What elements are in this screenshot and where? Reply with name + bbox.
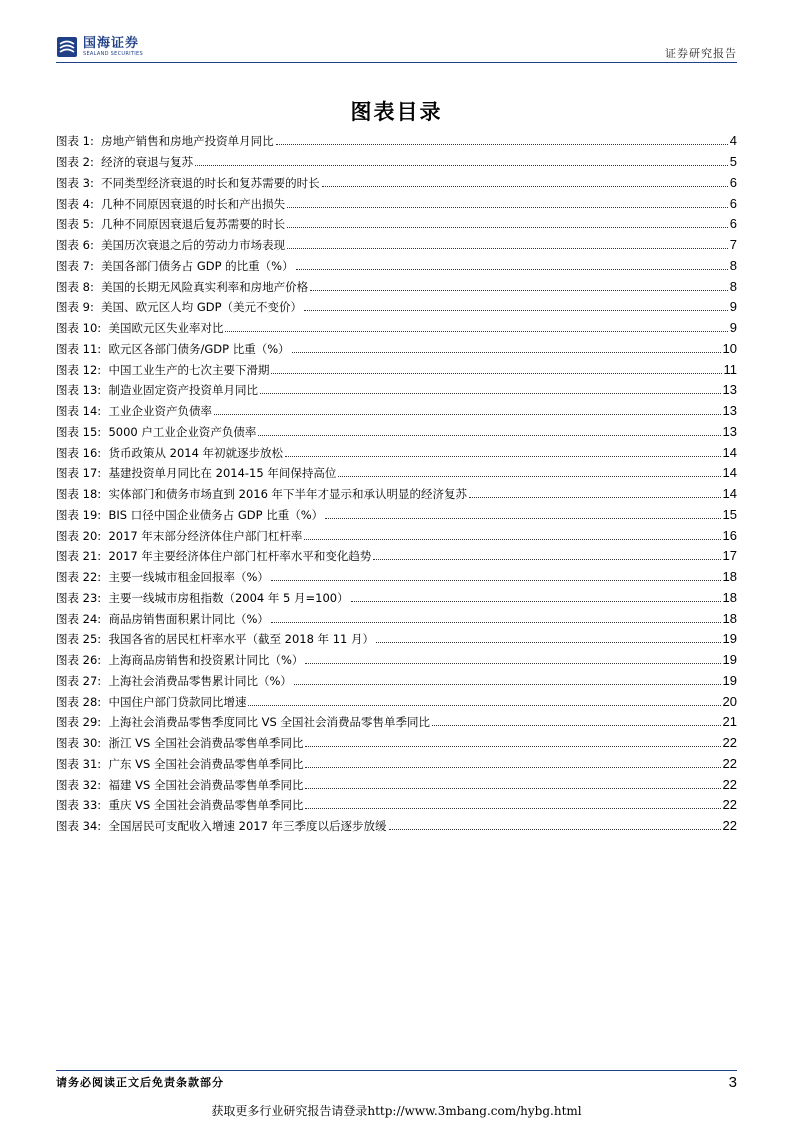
- toc-entry[interactable]: [56, 297, 737, 318]
- toc-dot-leader: [310, 290, 728, 291]
- toc-dot-leader: [287, 248, 728, 249]
- toc-entry-label: 图表 18:: [56, 487, 102, 502]
- toc-entry-label: 图表 29:: [56, 715, 102, 730]
- toc-dot-leader: [260, 393, 721, 394]
- toc-dot-leader: [285, 456, 720, 457]
- toc-entry-page: 13: [722, 423, 737, 439]
- footer-divider: [56, 1070, 737, 1071]
- report-type-label: 证券研究报告: [665, 47, 737, 60]
- toc-entry[interactable]: [56, 442, 737, 463]
- toc-dot-leader: [376, 642, 721, 643]
- toc-entry[interactable]: [56, 546, 737, 567]
- toc-entry-title: 重庆 VS 全国社会消费品零售单季同比: [108, 798, 304, 813]
- toc-dot-leader: [287, 207, 728, 208]
- toc-dot-leader: [296, 269, 728, 270]
- company-logo: [56, 33, 143, 61]
- toc-entry-page: 22: [722, 818, 737, 834]
- toc-entry-title: 广东 VS 全国社会消费品零售单季同比: [108, 756, 304, 771]
- toc-entry-label: 图表 11:: [56, 341, 102, 356]
- toc-entry-label: 图表 14:: [56, 404, 102, 419]
- toc-dot-leader: [248, 705, 720, 706]
- toc-entry[interactable]: [56, 754, 737, 775]
- toc-entry[interactable]: [56, 339, 737, 360]
- toc-entry[interactable]: [56, 318, 737, 339]
- toc-entry-label: 图表 20:: [56, 528, 102, 543]
- toc-entry-label: 图表 34:: [56, 819, 102, 834]
- toc-entry-page: 15: [722, 506, 737, 522]
- toc-entry-label: 图表 15:: [56, 424, 102, 439]
- toc-entry-label: 图表 26:: [56, 653, 102, 668]
- toc-entry-page: 22: [722, 755, 737, 771]
- toc-dot-leader: [287, 227, 728, 228]
- toc-entry-title: 基建投资单月同比在 2014-15 年间保持高位: [108, 466, 337, 481]
- toc-entry[interactable]: [56, 152, 737, 173]
- toc-entry[interactable]: [56, 795, 737, 816]
- toc-entry-label: 图表 28:: [56, 694, 102, 709]
- toc-entry-page: 22: [722, 797, 737, 813]
- toc-entry-page: 6: [729, 216, 737, 232]
- page-title: 图表目录: [350, 99, 443, 124]
- toc-entry-page: 18: [722, 589, 737, 605]
- toc-dot-leader: [305, 746, 720, 747]
- toc-entry-label: 图表 21:: [56, 549, 102, 564]
- toc-dot-leader: [389, 829, 721, 830]
- toc-entry[interactable]: [56, 484, 737, 505]
- logo-english-name: SEALAND SECURITIES: [83, 50, 143, 57]
- toc-entry-label: 图表 33:: [56, 798, 102, 813]
- toc-entry-title: 房地产销售和房地产投资单月同比: [101, 134, 274, 149]
- toc-entry-page: 8: [729, 257, 737, 273]
- toc-entry[interactable]: [56, 359, 737, 380]
- toc-entry-page: 8: [729, 278, 737, 294]
- toc-dot-leader: [271, 373, 721, 374]
- toc-entry-label: 图表 25:: [56, 632, 102, 647]
- toc-entry-title: 5000 户工业企业资产负债率: [108, 424, 257, 439]
- toc-entry[interactable]: [56, 401, 737, 422]
- toc-entry-label: 图表 32:: [56, 777, 102, 792]
- toc-entry-title: 主要一线城市租金回报率（%）: [108, 570, 269, 585]
- toc-entry[interactable]: [56, 816, 737, 837]
- toc-entry-title: 欧元区各部门债务/GDP 比重（%）: [108, 341, 290, 356]
- toc-entry-label: 图表 12:: [56, 362, 102, 377]
- toc-dot-leader: [305, 767, 720, 768]
- toc-entry-label: 图表 5:: [56, 217, 94, 232]
- toc-entry-label: 图表 6:: [56, 238, 94, 253]
- toc-entry-page: 5: [729, 154, 737, 170]
- toc-dot-leader: [214, 414, 721, 415]
- toc-entry[interactable]: [56, 650, 737, 671]
- toc-entry-page: 16: [722, 527, 737, 543]
- logo-chinese-name: 国海证券: [83, 35, 140, 51]
- toc-entry-label: 图表 19:: [56, 507, 102, 522]
- toc-entry[interactable]: [56, 588, 737, 609]
- toc-entry-title: 2017 年末部分经济体住户部门杠杆率: [108, 528, 303, 543]
- toc-entry[interactable]: [56, 567, 737, 588]
- toc-entry-page: 10: [722, 340, 737, 356]
- toc-entry-title: 经济的衰退与复苏: [101, 155, 194, 170]
- toc-entry-label: 图表 4:: [56, 196, 94, 211]
- toc-entry-page: 22: [722, 776, 737, 792]
- toc-entry-page: 22: [722, 735, 737, 751]
- toc-entry-label: 图表 17:: [56, 466, 102, 481]
- toc-entry[interactable]: [56, 422, 737, 443]
- toc-entry[interactable]: [56, 712, 737, 733]
- toc-dot-leader: [305, 788, 720, 789]
- toc-entry[interactable]: [56, 173, 737, 194]
- toc-entry-title: 实体部门和债务市场直到 2016 年下半年才显示和承认明显的经济复苏: [108, 487, 468, 502]
- toc-entry-page: 17: [722, 548, 737, 564]
- toc-entry[interactable]: [56, 276, 737, 297]
- toc-entry-label: 图表 27:: [56, 673, 102, 688]
- toc-dot-leader: [271, 622, 721, 623]
- toc-entry-page: 19: [722, 672, 737, 688]
- page-header: [56, 33, 737, 63]
- toc-dot-leader: [258, 435, 720, 436]
- toc-entry[interactable]: [56, 235, 737, 256]
- toc-entry-title: 不同类型经济衰退的时长和复苏需要的时长: [101, 175, 320, 190]
- toc-entry-title: 全国居民可支配收入增速 2017 年三季度以后逐步放缓: [108, 819, 387, 834]
- toc-entry[interactable]: [56, 608, 737, 629]
- toc-entry[interactable]: [56, 463, 737, 484]
- figure-table-of-contents: [56, 131, 737, 837]
- toc-entry-page: 14: [722, 465, 737, 481]
- toc-entry-page: 18: [722, 569, 737, 585]
- toc-dot-leader: [305, 808, 720, 809]
- toc-dot-leader: [373, 559, 720, 560]
- toc-entry-title: 福建 VS 全国社会消费品零售单季同比: [108, 777, 304, 792]
- toc-entry-page: 18: [722, 610, 737, 626]
- toc-dot-leader: [432, 725, 721, 726]
- toc-entry-title: 几种不同原因衰退的时长和产出损失: [101, 196, 286, 211]
- toc-entry-page: 9: [729, 299, 737, 315]
- sealand-logo-icon: [56, 36, 78, 58]
- toc-entry-title: 几种不同原因衰退后复苏需要的时长: [101, 217, 286, 232]
- toc-dot-leader: [304, 539, 720, 540]
- toc-entry-label: 图表 30:: [56, 736, 102, 751]
- toc-dot-leader: [195, 165, 728, 166]
- toc-entry-page: 14: [722, 444, 737, 460]
- toc-entry-title: 美国、欧元区人均 GDP（美元不变价）: [101, 300, 303, 315]
- toc-dot-leader: [325, 518, 720, 519]
- download-note: 获取更多行业研究报告请登录http://www.3mbang.com/hybg.html: [211, 1104, 582, 1118]
- toc-entry-title: 2017 年主要经济体住户部门杠杆率水平和变化趋势: [108, 549, 372, 564]
- toc-entry-title: 工业企业资产负债率: [108, 404, 212, 419]
- toc-entry-title: 制造业固定资产投资单月同比: [108, 383, 258, 398]
- toc-entry-page: 6: [729, 195, 737, 211]
- toc-entry-label: 图表 22:: [56, 570, 102, 585]
- toc-entry-label: 图表 24:: [56, 611, 102, 626]
- toc-entry-title: 我国各省的居民杠杆率水平（截至 2018 年 11 月）: [108, 632, 375, 647]
- toc-entry-page: 13: [722, 382, 737, 398]
- toc-dot-leader: [351, 601, 721, 602]
- toc-entry-label: 图表 9:: [56, 300, 94, 315]
- toc-entry-page: 20: [722, 693, 737, 709]
- toc-entry-label: 图表 7:: [56, 258, 94, 273]
- toc-entry[interactable]: [56, 691, 737, 712]
- toc-entry[interactable]: [56, 525, 737, 546]
- toc-dot-leader: [304, 310, 728, 311]
- toc-dot-leader: [294, 684, 721, 685]
- toc-entry-title: 美国欧元区失业率对比: [108, 321, 224, 336]
- toc-entry-page: 4: [729, 133, 737, 149]
- toc-entry-label: 图表 10:: [56, 321, 102, 336]
- toc-entry-title: 美国历次衰退之后的劳动力市场表现: [101, 238, 286, 253]
- toc-entry-title: 主要一线城市房租指数（2004 年 5 月=100）: [108, 590, 349, 605]
- toc-entry[interactable]: [56, 629, 737, 650]
- toc-entry-page: 11: [723, 361, 737, 377]
- toc-dot-leader: [276, 144, 728, 145]
- toc-entry-title: 中国工业生产的七次主要下滑期: [108, 362, 270, 377]
- toc-entry-page: 6: [729, 174, 737, 190]
- toc-entry-title: 美国各部门债务占 GDP 的比重（%）: [101, 258, 294, 273]
- toc-dot-leader: [338, 476, 720, 477]
- toc-entry-title: 货币政策从 2014 年初就逐步放松: [108, 445, 284, 460]
- toc-entry-page: 14: [722, 486, 737, 502]
- toc-entry-title: 浙江 VS 全国社会消费品零售单季同比: [108, 736, 304, 751]
- toc-dot-leader: [271, 580, 721, 581]
- toc-dot-leader: [469, 497, 720, 498]
- toc-entry-label: 图表 1:: [56, 134, 94, 149]
- toc-entry-title: 商品房销售面积累计同比（%）: [108, 611, 269, 626]
- toc-dot-leader: [305, 663, 720, 664]
- toc-entry-page: 19: [722, 652, 737, 668]
- toc-entry-page: 9: [729, 320, 737, 336]
- toc-entry-title: 美国的长期无风险真实利率和房地产价格: [101, 279, 309, 294]
- toc-entry[interactable]: [56, 193, 737, 214]
- toc-entry[interactable]: [56, 671, 737, 692]
- toc-entry[interactable]: [56, 131, 737, 152]
- toc-entry-title: 中国住户部门贷款同比增速: [108, 694, 247, 709]
- toc-entry-label: 图表 23:: [56, 590, 102, 605]
- toc-entry-label: 图表 8:: [56, 279, 94, 294]
- toc-entry-title: 上海社会消费品零售季度同比 VS 全国社会消费品零售单季同比: [108, 715, 430, 730]
- toc-entry-title: 上海商品房销售和投资累计同比（%）: [108, 653, 304, 668]
- toc-dot-leader: [322, 186, 728, 187]
- header-divider: [56, 62, 737, 63]
- toc-entry[interactable]: [56, 380, 737, 401]
- toc-entry-label: 图表 16:: [56, 445, 102, 460]
- toc-entry-label: 图表 2:: [56, 155, 94, 170]
- toc-entry-label: 图表 3:: [56, 175, 94, 190]
- toc-entry-label: 图表 31:: [56, 756, 102, 771]
- toc-entry-page: 19: [722, 631, 737, 647]
- toc-entry[interactable]: [56, 214, 737, 235]
- toc-entry[interactable]: [56, 733, 737, 754]
- toc-entry-label: 图表 13:: [56, 383, 102, 398]
- toc-dot-leader: [225, 331, 727, 332]
- toc-entry[interactable]: [56, 256, 737, 277]
- disclaimer-note: 请务必阅读正文后免责条款部分: [56, 1076, 224, 1089]
- toc-entry-page: 21: [722, 714, 737, 730]
- toc-entry-title: BIS 口径中国企业债务占 GDP 比重（%）: [108, 507, 324, 522]
- page-number: 3: [728, 1074, 737, 1091]
- toc-entry-page: 13: [722, 403, 737, 419]
- toc-dot-leader: [292, 352, 721, 353]
- toc-entry[interactable]: [56, 774, 737, 795]
- toc-entry-title: 上海社会消费品零售累计同比（%）: [108, 673, 292, 688]
- toc-entry-page: 7: [729, 237, 737, 253]
- toc-entry[interactable]: [56, 505, 737, 526]
